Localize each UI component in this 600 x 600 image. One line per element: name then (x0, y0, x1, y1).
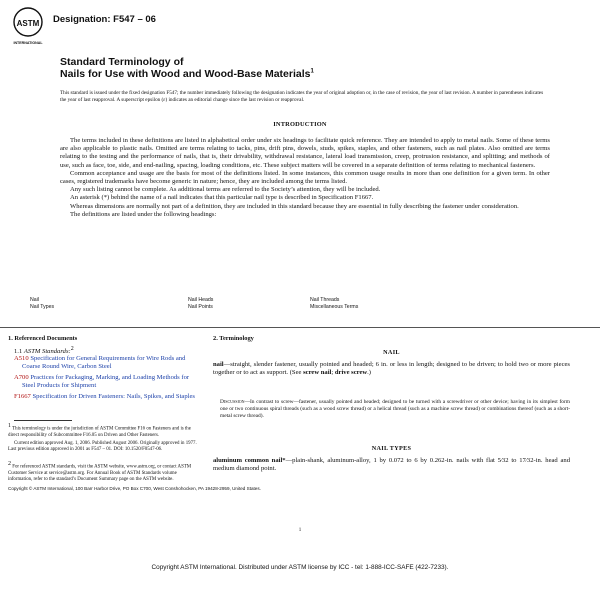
copyright-notice: Copyright © ASTM International, 100 Barr Harbor Drive, PO Box C700, West Conshohocken, PA 19428-2959, United States. (8, 486, 261, 491)
title-line-1: Standard Terminology of (60, 56, 184, 68)
page-number: 1 (298, 528, 302, 533)
standard-notice: This standard is issued under the fixed designation F547; the number immediately following the designation indicates the year of original adoption or, in the case of revision, the year of last revision. A number in parentheses indicates the year of last reapproval. A superscript epsilon (ε) indicates an editorial change since the last revision or reapproval. (60, 90, 544, 103)
section-divider (0, 327, 600, 328)
svg-text:ASTM: ASTM (16, 19, 40, 28)
heading-item: Nail Types (30, 303, 55, 310)
intro-paragraph: Any such listing cannot be complete. As additional terms are referred to the Society’s attention, they will be included. (70, 186, 381, 194)
title-line-2: Nails for Use with Wood and Wood-Base Materials$^1$ (60, 68, 314, 80)
designation: Designation: F547 – 06 (53, 14, 156, 25)
svg-text:INTERNATIONAL: INTERNATIONAL (13, 41, 43, 45)
heading-item: Miscellaneous Terms (310, 303, 359, 310)
title-footnote-mark: 1 (310, 68, 314, 75)
nail-discussion: Discussion—In contrast to screw—fastener, usually pointed and headed; designed to be turned with a screwdriver or other device; having in its simplest form one or two continuous spiral threads (such as a wood screw thread) or a helical thread (such as a machine screw thread) or combinations thereof (such as a short-metal screw thread). (220, 399, 570, 419)
nail-types-heading: NAIL TYPES (371, 445, 412, 452)
footnote-rule (14, 420, 72, 421)
astm-logo (8, 6, 48, 46)
intro-paragraph: Common acceptance and usage are the basis for most of the definitions listed. In some instances, this common usage results in more than one definition for a given term. In other cases, registered trademarks have become generic in nature; hence, they are included among the terms listed. (60, 169, 550, 186)
introduction-body (60, 137, 550, 219)
heading-item: Nail (30, 297, 39, 303)
footnote-1: 1 This terminology is under the jurisdiction of ASTM Committee F16 on Fasteners and is the direct responsibility of Subcommittee F16.05 on Driven and Other Fasteners. (8, 423, 191, 438)
heading-list-col-1 (30, 297, 54, 311)
intro-paragraph: The terms included in these definitions are listed in alphabetical order under six headings to facilitate quick reference. They are intended to apply to metal nails. Some of these terms are also applicable to plastic nails. Omitted are terms relating to tacks, pins, drift pins, dowels, studs, spikes, staples, and other fasteners, such as nail plates. Also omitted are terms relating to the testing and the performance of nails, that is, their drivability, withdrawal resistance, lateral load transmission, creep, protrusion resistance, and splitting; and methods of use, such as face, toe, side, and end-nailing, spacing, loading conditions, etc. These subject matters will be covered in a separate definition of terms relating to mechanical fasteners. (60, 137, 550, 169)
nail-heading: NAIL (383, 349, 400, 356)
footnote-2: 2 For referenced ASTM standards, visit the ASTM website, www.astm.org, or contact ASTM Customer Service at service@astm.org. For Annual Book of ASTM Standards volume information, refer to the standard’s Document Summary page on the ASTM website. (8, 461, 192, 483)
heading-list-col-2 (188, 297, 213, 311)
reference-item[interactable]: A700 Practices for Packaging, Marking, and Loading Methods for Steel Products for Shipment (14, 374, 190, 389)
heading-item: Nail Points (188, 303, 213, 310)
heading-item: Nail Heads (188, 297, 214, 303)
nail-definition: nail—straight, slender fastener, usually pointed and headed; 6 in. or less in length; designed to be driven; to hold two or more pieces together or to act as support. (See screw nail; drive screw.) (213, 361, 570, 377)
intro-paragraph: An asterisk (*) behind the name of a nail indicates that this particular nail type is described in Specification F1667. (70, 194, 374, 202)
section-2-heading: 2. Terminology (213, 335, 254, 342)
intro-paragraph: The definitions are listed under the following headings: (70, 210, 217, 218)
footnote-1-edition: Current edition approved Aug. 1, 2006. Published August 2006. Originally approved in 1977. Last previous edition approved in 2001 as F547 – 01. DOI: 10.1520/F0547-06. (8, 441, 197, 453)
heading-item: Nail Threads (310, 297, 340, 303)
introduction-heading: INTRODUCTION (273, 121, 327, 128)
intro-paragraph: Whereas dimensions are normally not part of a definition, they are included in this standard because they are essential in fully describing the fastener under consideration. (70, 202, 519, 210)
section-1-heading: 1. Referenced Documents (8, 335, 78, 342)
reference-item[interactable]: A510 Specification for General Requirements for Wire Rods and Coarse Round Wire, Carbon Steel (14, 355, 186, 370)
aluminum-common-nail-definition: aluminum common nail*—plain-shank, aluminum-alloy, 1 by 0.072 to 6 by 0.262-in. nails with flat 5⁄32 to 17⁄32-in. head and medium diamond point. (213, 457, 570, 473)
license-notice: Copyright ASTM International. Distributed under ASTM license by ICC - tel: 1-888-ICC-SAFE (422-7233). (151, 564, 449, 571)
heading-list-col-3 (310, 297, 358, 311)
astm-standards-label: 1.1 ASTM Standards:2 (14, 346, 74, 356)
reference-item[interactable]: F1667 Specification for Driven Fasteners: Nails, Spikes, and Staples (14, 393, 195, 400)
